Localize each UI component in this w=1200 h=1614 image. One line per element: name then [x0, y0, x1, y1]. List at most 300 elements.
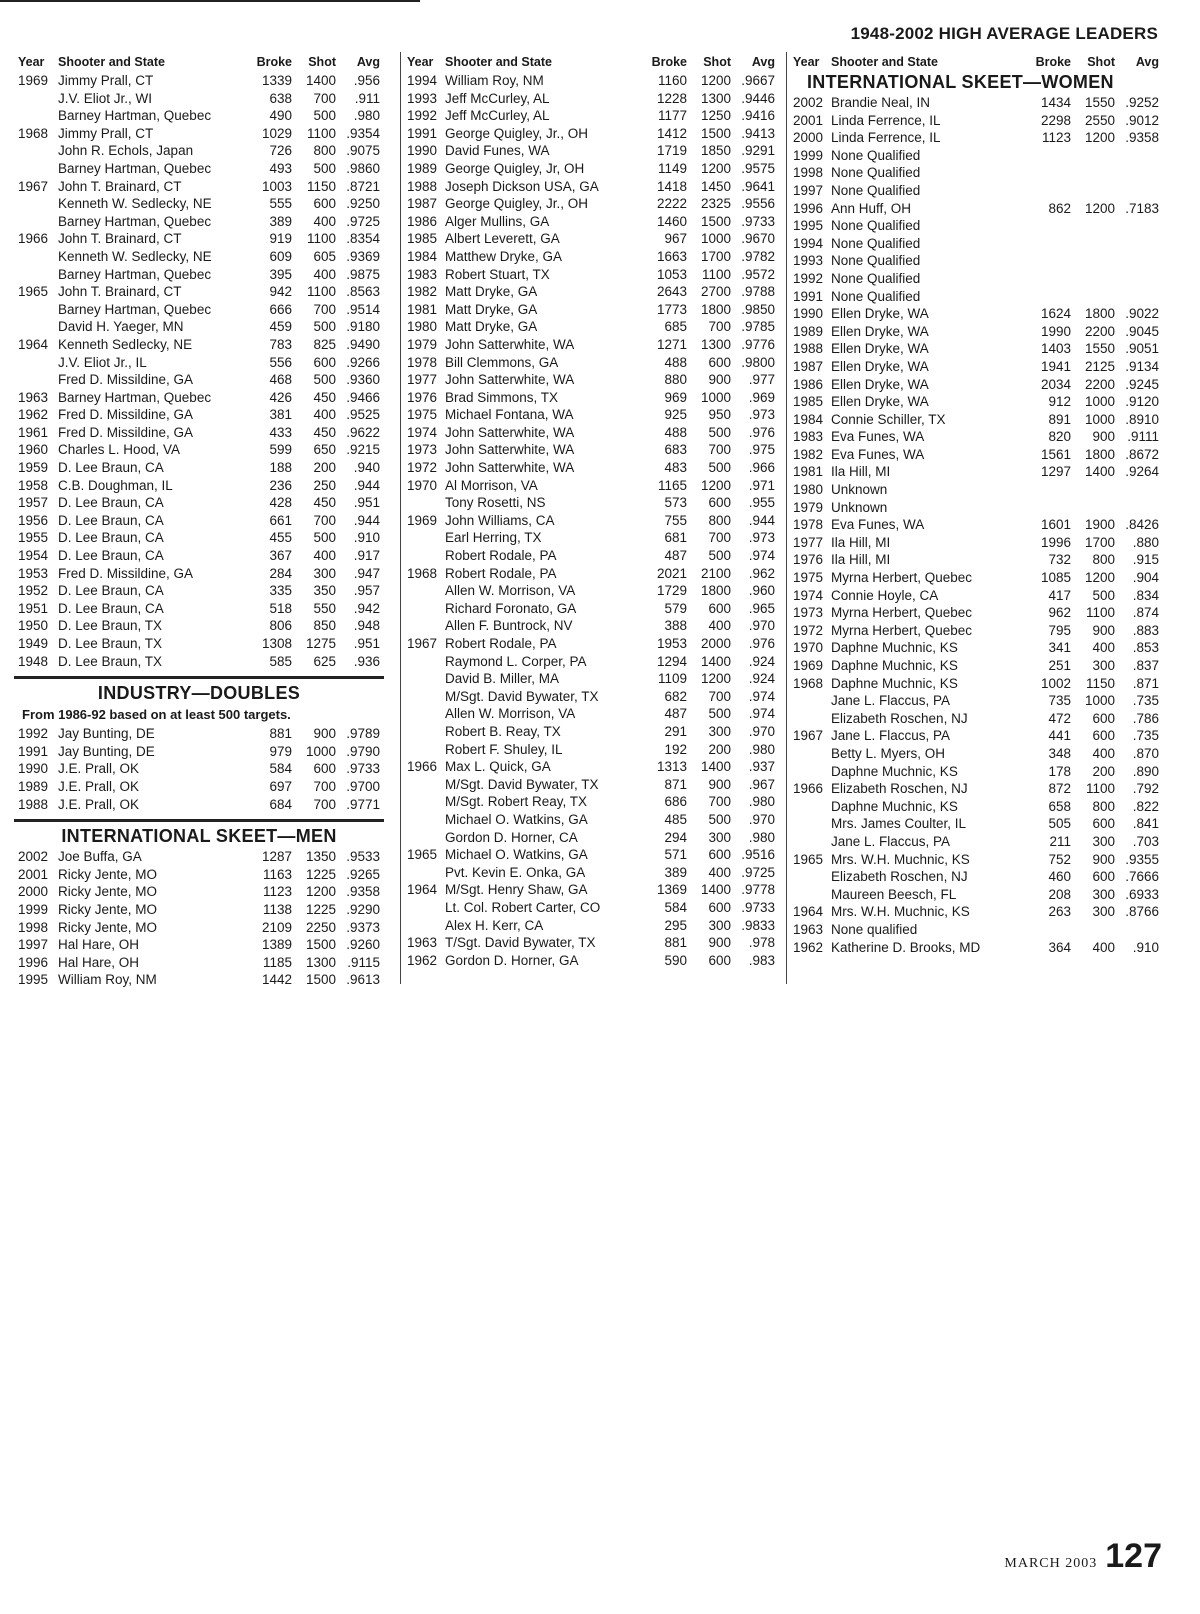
intl-women-list	[787, 94, 1163, 956]
table-row	[14, 371, 384, 389]
avg-cell: .9245	[1125, 376, 1159, 392]
avg-cell: .786	[1132, 710, 1159, 726]
avg-cell: .967	[748, 776, 775, 792]
year-cell: 1966	[793, 781, 824, 797]
shooter-cell: John Satterwhite, WA	[445, 372, 575, 388]
avg-cell: .970	[748, 618, 775, 634]
shooter-cell: T/Sgt. David Bywater, TX	[445, 935, 596, 951]
year-cell: 1988	[407, 178, 438, 194]
year-cell: 1990	[18, 761, 49, 777]
table-row	[401, 195, 779, 213]
table-row	[787, 903, 1163, 921]
shot-cell: 1900	[1084, 517, 1115, 533]
broke-cell: 609	[269, 248, 292, 264]
table-row	[787, 182, 1163, 200]
shot-cell: 2550	[1084, 112, 1115, 128]
header-avg: Avg	[751, 55, 775, 69]
shot-cell: 700	[708, 794, 731, 810]
shooter-cell: Ricky Jente, MO	[58, 919, 158, 935]
table-row	[401, 547, 779, 565]
avg-cell: .9850	[741, 301, 775, 317]
broke-cell: 590	[664, 952, 687, 968]
shot-cell: 600	[1092, 869, 1115, 885]
shooter-cell: None Qualified	[831, 235, 921, 251]
shooter-cell: M/Sgt. Henry Shaw, GA	[445, 882, 588, 898]
avg-cell: .9413	[741, 125, 775, 141]
avg-cell: .9111	[1127, 429, 1159, 445]
shooter-cell: Daphne Muchnic, KS	[831, 763, 958, 779]
table-row	[14, 653, 384, 671]
avg-cell: .9790	[346, 743, 380, 759]
shot-cell: 2250	[305, 919, 336, 935]
broke-cell: 488	[664, 354, 687, 370]
shooter-cell: Matt Dryke, GA	[445, 301, 538, 317]
avg-cell: .9252	[1125, 95, 1159, 110]
avg-cell: .936	[353, 653, 380, 669]
avg-cell: .822	[1132, 798, 1159, 814]
table-row	[14, 725, 384, 743]
avg-cell: .9613	[346, 972, 380, 988]
shot-cell: 800	[313, 143, 336, 159]
avg-cell: .924	[748, 671, 775, 687]
shooter-cell: Brandie Neal, IN	[831, 95, 931, 110]
year-cell: 1964	[407, 882, 438, 898]
avg-cell: .9358	[1125, 130, 1159, 146]
shooter-cell: D. Lee Braun, CA	[58, 583, 164, 599]
table-row	[787, 147, 1163, 165]
table-row	[14, 883, 384, 901]
year-cell: 1974	[407, 424, 438, 440]
shot-cell: 500	[708, 811, 731, 827]
year-cell: 1967	[18, 178, 49, 194]
table-row	[401, 934, 779, 952]
table-row	[401, 512, 779, 530]
broke-cell: 726	[269, 143, 292, 159]
year-cell: 1962	[407, 952, 438, 968]
avg-cell: .944	[353, 477, 380, 493]
shooter-cell: John Satterwhite, WA	[445, 424, 575, 440]
broke-cell: 291	[664, 723, 687, 739]
year-cell: 1967	[793, 728, 824, 744]
table-row	[401, 371, 779, 389]
broke-cell: 192	[664, 741, 687, 757]
broke-cell: 505	[1048, 816, 1071, 832]
shot-cell: 500	[313, 530, 336, 546]
broke-cell: 1460	[656, 213, 687, 229]
avg-cell: .974	[748, 706, 775, 722]
broke-cell: 367	[269, 548, 292, 564]
avg-cell: .9012	[1125, 112, 1159, 128]
section-divider	[14, 819, 384, 822]
year-cell: 1984	[793, 411, 824, 427]
table-row	[401, 565, 779, 583]
table-row	[401, 301, 779, 319]
shooter-cell: D. Lee Braun, TX	[58, 653, 163, 669]
broke-cell: 1287	[261, 849, 292, 865]
shooter-cell: Fred D. Missildine, GA	[58, 407, 194, 423]
shot-cell: 1800	[1084, 446, 1115, 462]
broke-cell: 682	[664, 688, 687, 704]
shot-cell: 900	[708, 776, 731, 792]
year-cell: 1970	[407, 477, 438, 493]
broke-cell: 912	[1048, 394, 1071, 410]
avg-cell: .7666	[1125, 869, 1159, 885]
broke-cell: 389	[269, 213, 292, 229]
shot-cell: 600	[708, 354, 731, 370]
avg-cell: .962	[748, 565, 775, 581]
table-row	[787, 376, 1163, 394]
year-cell: 1990	[407, 143, 438, 159]
table-row	[14, 459, 384, 477]
shot-cell: 950	[708, 407, 731, 423]
broke-cell: 2298	[1040, 112, 1071, 128]
shooter-cell: Matt Dryke, GA	[445, 319, 538, 335]
broke-cell: 942	[269, 284, 292, 300]
shooter-cell: M/Sgt. David Bywater, TX	[445, 688, 599, 704]
broke-cell: 752	[1048, 851, 1071, 867]
page-footer	[1004, 1537, 1162, 1576]
table-row	[14, 743, 384, 761]
table-row	[14, 178, 384, 196]
broke-cell: 755	[664, 512, 687, 528]
shot-cell: 1350	[305, 849, 336, 865]
shot-cell: 200	[1092, 763, 1115, 779]
shooter-cell: J.E. Prall, OK	[58, 778, 140, 794]
broke-cell: 661	[269, 512, 292, 528]
shooter-cell: Alger Mullins, GA	[445, 213, 550, 229]
shooter-cell: Jay Bunting, DE	[58, 726, 155, 742]
avg-cell: .971	[748, 477, 775, 493]
shot-cell: 900	[1092, 429, 1115, 445]
shooter-cell: David Funes, WA	[445, 143, 550, 159]
table-row	[401, 354, 779, 372]
year-cell: 1991	[407, 125, 438, 141]
table-row	[14, 848, 384, 866]
broke-cell: 925	[664, 407, 687, 423]
table-row	[14, 301, 384, 319]
broke-cell: 820	[1048, 429, 1071, 445]
avg-cell: .9667	[741, 73, 775, 88]
shooter-cell: Michael O. Watkins, GA	[445, 811, 588, 827]
table-row	[401, 406, 779, 424]
year-cell: 1980	[793, 482, 824, 498]
broke-cell: 178	[1048, 763, 1071, 779]
table-row	[787, 252, 1163, 270]
shot-cell: 1500	[700, 125, 731, 141]
year-cell: 1949	[18, 636, 49, 651]
shooter-cell: None Qualified	[831, 165, 921, 181]
shot-cell: 600	[1092, 710, 1115, 726]
year-cell: 1996	[793, 200, 824, 216]
shooter-cell: D. Lee Braun, CA	[58, 512, 164, 528]
shot-cell: 300	[708, 917, 731, 933]
shooter-cell: Barney Hartman, Quebec	[58, 108, 212, 124]
shooter-cell: William Roy, NM	[445, 73, 544, 88]
avg-cell: .9782	[741, 248, 775, 264]
shooter-cell: D. Lee Braun, TX	[58, 618, 163, 634]
shot-cell: 1000	[1084, 693, 1115, 709]
intl-women-title: INTERNATIONAL SKEET—WOMEN	[807, 72, 1114, 92]
shooter-cell: David B. Miller, MA	[445, 671, 560, 687]
avg-cell: .9466	[346, 389, 380, 405]
year-cell: 1981	[793, 464, 824, 480]
shot-cell: 1200	[1084, 130, 1115, 146]
broke-cell: 1601	[1040, 517, 1071, 533]
table-row	[401, 741, 779, 759]
table-row	[787, 868, 1163, 886]
shooter-cell: Eva Funes, WA	[831, 446, 925, 462]
avg-cell: .976	[748, 424, 775, 440]
shooter-cell: John Williams, CA	[445, 512, 555, 528]
broke-cell: 585	[269, 653, 292, 669]
shooter-cell: David H. Yaeger, MN	[58, 319, 184, 335]
avg-cell: .977	[748, 372, 775, 388]
shooter-cell: Bill Clemmons, GA	[445, 354, 559, 370]
broke-cell: 919	[269, 231, 292, 247]
avg-cell: .9533	[346, 849, 380, 865]
shooter-cell: Ricky Jente, MO	[58, 884, 158, 900]
shot-cell: 400	[708, 864, 731, 880]
shot-cell: 300	[1092, 904, 1115, 920]
shooter-cell: Ellen Dryke, WA	[831, 306, 929, 322]
avg-cell: .871	[1132, 675, 1159, 691]
shot-cell: 700	[708, 530, 731, 546]
broke-cell: 686	[664, 794, 687, 810]
shooter-cell: D. Lee Braun, CA	[58, 460, 164, 476]
column-1	[14, 52, 384, 989]
avg-cell: .9266	[346, 354, 380, 370]
shot-cell: 1850	[700, 143, 731, 159]
year-cell: 1972	[793, 622, 824, 638]
year-cell: 1964	[18, 336, 49, 352]
table-row	[401, 424, 779, 442]
shooter-cell: D. Lee Braun, CA	[58, 548, 164, 564]
broke-cell: 294	[664, 829, 687, 845]
year-cell: 1991	[793, 288, 824, 304]
broke-cell: 381	[269, 407, 292, 423]
shot-cell: 625	[313, 653, 336, 669]
shooter-cell: Max L. Quick, GA	[445, 759, 551, 775]
table-header	[14, 52, 384, 72]
shot-cell: 1800	[1084, 306, 1115, 322]
table-row	[401, 811, 779, 829]
avg-cell: .8426	[1125, 517, 1159, 533]
shot-cell: 1400	[700, 882, 731, 898]
table-row	[14, 512, 384, 530]
avg-cell: .8766	[1125, 904, 1159, 920]
avg-cell: .9778	[741, 882, 775, 898]
year-cell: 1962	[793, 939, 824, 955]
year-cell: 1966	[18, 231, 49, 247]
header-shooter: Shooter and State	[831, 55, 938, 69]
broke-cell: 658	[1048, 798, 1071, 814]
header-avg: Avg	[1135, 55, 1159, 69]
shot-cell: 1000	[1084, 394, 1115, 410]
avg-cell: .9771	[346, 796, 380, 812]
shot-cell: 700	[313, 90, 336, 106]
shot-cell: 800	[708, 512, 731, 528]
year-cell: 1962	[18, 407, 49, 423]
year-cell: 1953	[18, 565, 49, 581]
shooter-cell: Jane L. Flaccus, PA	[831, 833, 951, 849]
table-row	[401, 723, 779, 741]
shot-cell: 500	[708, 548, 731, 564]
shooter-cell: D. Lee Braun, TX	[58, 636, 163, 651]
table-row	[787, 129, 1163, 147]
shot-cell: 300	[1092, 833, 1115, 849]
table-row	[14, 565, 384, 583]
shot-cell: 300	[1092, 886, 1115, 902]
shot-cell: 450	[313, 424, 336, 440]
shot-cell: 2700	[700, 284, 731, 300]
table-row	[14, 582, 384, 600]
avg-cell: .955	[748, 495, 775, 511]
broke-cell: 251	[1048, 658, 1071, 673]
table-row	[14, 90, 384, 108]
year-cell: 1997	[793, 182, 824, 198]
avg-cell: .9725	[741, 864, 775, 880]
broke-cell: 1941	[1040, 358, 1071, 374]
shot-cell: 1200	[1084, 570, 1115, 586]
broke-cell: 872	[1048, 781, 1071, 797]
table-row	[14, 866, 384, 884]
broke-cell: 1403	[1040, 341, 1071, 357]
shooter-cell: Unknown	[831, 482, 888, 498]
year-cell: 1956	[18, 512, 49, 528]
broke-cell: 979	[269, 743, 292, 759]
broke-cell: 584	[664, 899, 687, 915]
broke-cell: 1294	[656, 653, 687, 669]
shooter-cell: Daphne Muchnic, KS	[831, 658, 958, 673]
broke-cell: 428	[269, 495, 292, 511]
avg-cell: .980	[748, 794, 775, 810]
year-cell: 1952	[18, 583, 49, 599]
shooter-cell: None Qualified	[831, 270, 921, 286]
table-row	[787, 851, 1163, 869]
shooter-cell: John T. Brainard, CT	[58, 284, 182, 300]
year-cell: 1987	[407, 196, 438, 212]
broke-cell: 1418	[656, 178, 687, 194]
broke-cell: 684	[269, 796, 292, 812]
broke-cell: 584	[269, 761, 292, 777]
header-year: Year	[793, 55, 820, 69]
avg-cell: .841	[1132, 816, 1159, 832]
table-row	[787, 446, 1163, 464]
broke-cell: 236	[269, 477, 292, 493]
table-row	[401, 635, 779, 653]
year-cell: 1989	[407, 160, 438, 176]
broke-cell: 881	[664, 935, 687, 951]
avg-cell: .9733	[741, 899, 775, 915]
shooter-cell: Elizabeth Roschen, NJ	[831, 781, 968, 797]
shooter-cell: Betty L. Myers, OH	[831, 745, 946, 761]
shooter-cell: Robert Rodale, PA	[445, 548, 557, 564]
avg-cell: .8910	[1125, 411, 1159, 427]
shooter-cell: M/Sgt. David Bywater, TX	[445, 776, 599, 792]
table-row	[787, 411, 1163, 429]
shooter-cell: Jane L. Flaccus, PA	[831, 693, 951, 709]
table-row	[14, 354, 384, 372]
table-row	[14, 406, 384, 424]
table-row	[14, 919, 384, 937]
shooter-cell: Jay Bunting, DE	[58, 743, 155, 759]
avg-cell: .890	[1132, 763, 1159, 779]
avg-cell: .911	[354, 90, 380, 106]
shooter-cell: Jimmy Prall, CT	[58, 73, 154, 88]
table-row	[401, 952, 779, 970]
year-cell: 1994	[407, 73, 438, 88]
year-cell: 1995	[18, 972, 49, 988]
broke-cell: 1719	[656, 143, 687, 159]
table-row	[401, 600, 779, 618]
table-row	[401, 670, 779, 688]
shooter-cell: George Quigley, Jr., OH	[445, 125, 589, 141]
shot-cell: 300	[708, 829, 731, 845]
shooter-cell: Barney Hartman, Quebec	[58, 213, 212, 229]
shooter-cell: Jimmy Prall, CT	[58, 125, 154, 141]
table-row	[787, 288, 1163, 306]
year-cell: 1982	[793, 446, 824, 462]
table-row	[14, 230, 384, 248]
broke-cell: 485	[664, 811, 687, 827]
avg-cell: .874	[1132, 605, 1159, 621]
broke-cell: 2034	[1040, 376, 1071, 392]
shot-cell: 600	[708, 899, 731, 915]
broke-cell: 1123	[262, 884, 292, 900]
shooter-cell: Gordon D. Horner, CA	[445, 829, 578, 845]
broke-cell: 1109	[657, 671, 687, 687]
year-cell: 1986	[793, 376, 824, 392]
year-cell: 2000	[18, 884, 49, 900]
broke-cell: 1561	[1040, 446, 1071, 462]
year-cell: 1999	[793, 147, 824, 163]
shooter-cell: Maureen Beesch, FL	[831, 886, 957, 902]
avg-cell: .937	[748, 759, 775, 775]
shot-cell: 350	[313, 583, 336, 599]
avg-cell: .9215	[346, 442, 380, 458]
shot-cell: 600	[1092, 728, 1115, 744]
shot-cell: 1300	[700, 90, 731, 106]
table-row	[401, 248, 779, 266]
avg-cell: .9788	[741, 284, 775, 300]
broke-cell: 1990	[1040, 323, 1071, 339]
table-row	[401, 917, 779, 935]
avg-cell: .976	[748, 636, 775, 651]
shooter-cell: Robert B. Reay, TX	[445, 723, 561, 739]
year-cell: 1993	[793, 253, 824, 269]
avg-cell: .957	[353, 583, 380, 599]
avg-cell: .792	[1132, 781, 1159, 797]
table-row	[787, 657, 1163, 675]
year-cell: 1997	[18, 937, 49, 953]
shot-cell: 500	[313, 108, 336, 124]
avg-cell: .9051	[1125, 341, 1159, 357]
shot-cell: 1225	[305, 901, 336, 917]
broke-cell: 599	[269, 442, 292, 458]
shot-cell: 1250	[700, 108, 731, 124]
broke-cell: 556	[269, 354, 292, 370]
shooter-cell: William Roy, NM	[58, 972, 157, 988]
year-cell: 1978	[793, 517, 824, 533]
shooter-cell: Kenneth W. Sedlecky, NE	[58, 248, 212, 264]
avg-cell: .9670	[741, 231, 775, 247]
shooter-cell: Linda Ferrence, IL	[831, 130, 941, 146]
shot-cell: 1100	[306, 284, 336, 300]
broke-cell: 472	[1048, 710, 1071, 726]
shooter-cell: None Qualified	[831, 218, 921, 234]
avg-cell: .974	[748, 688, 775, 704]
avg-cell: .9516	[741, 847, 775, 863]
